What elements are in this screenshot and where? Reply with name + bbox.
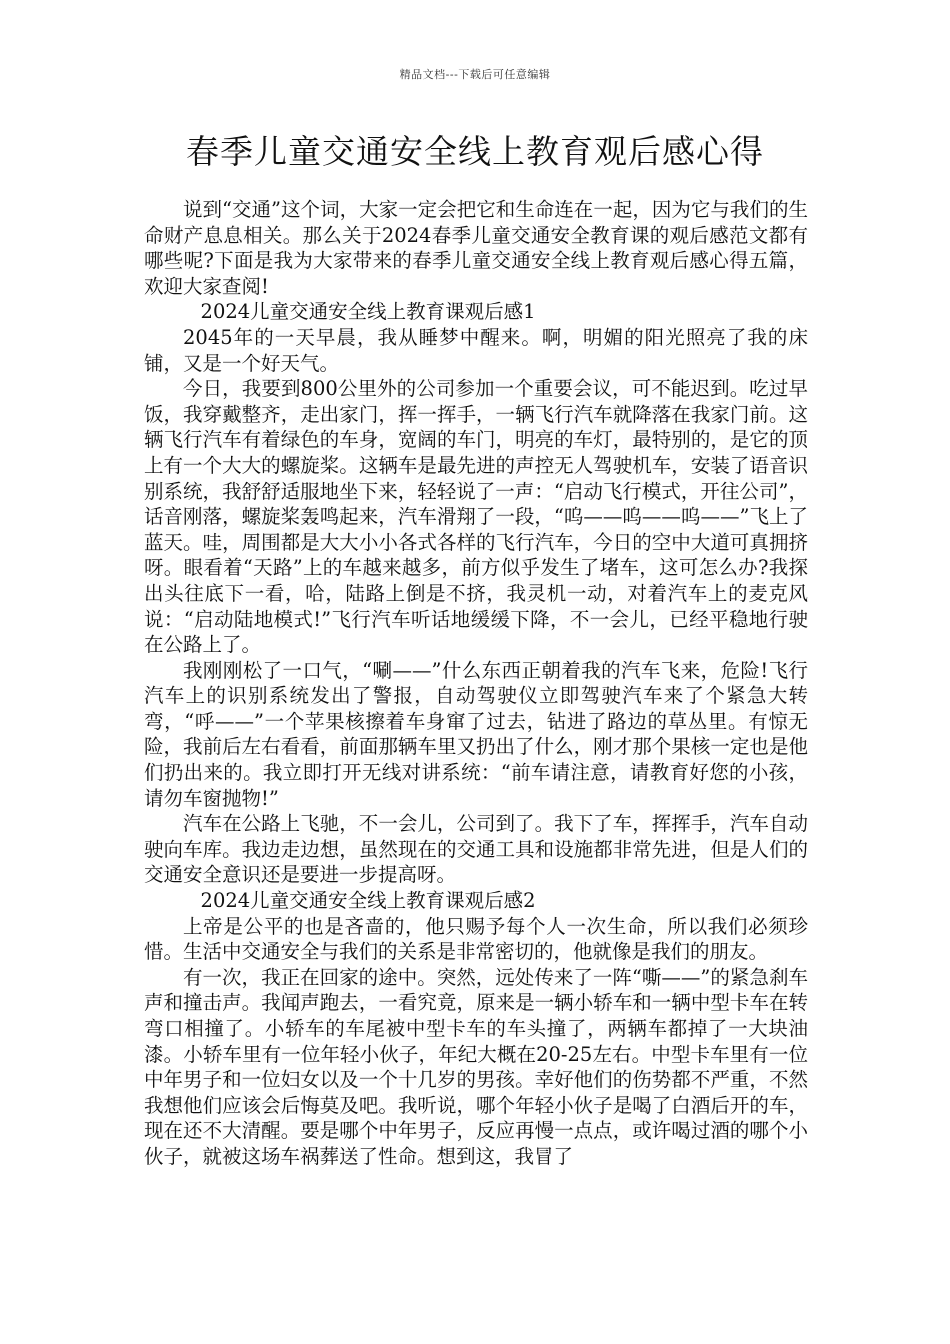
section-heading-2: 2024儿童交通安全线上教育课观后感2 (200, 889, 536, 913)
paragraph: 2045年的一天早晨，我从睡梦中醒来。啊，明媚的阳光照亮了我的床铺，又是一个好天气。 (144, 325, 808, 375)
paragraph: 有一次，我正在回家的途中。突然，远处传来了一阵“嘶——”的紧急刹车声和撞击声。我闻声跑去，一看究竟，原来是一辆小轿车和一辆中型卡车在转弯口相撞了。小轿车的车尾被中型卡车的车头撞了，两辆车都掉了一大块油漆。小轿车里有一位年轻小伙子，年纪大概在20-25左右。中型卡车里有一位中年男子和一位妇女以及一个十几岁的男孩。幸好他们的伤势都不严重，不然我想他们应该会后悔莫及吧。我听说，哪个年轻小伙子是喝了白酒后开的车，现在还不大清醒。要是哪个中年男子，反应再慢一点点，或许喝过酒的哪个小伙子，就被这场车祸葬送了性命。想到这，我冒了 (144, 965, 808, 1168)
paragraph: 我刚刚松了一口气，“唰——”什么东西正朝着我的汽车飞来，危险!飞行汽车上的识别系统发出了警报，自动驾驶仪立即驾驶汽车来了个紧急大转弯，“呼——”一个苹果核擦着车身窜了过去，钻进了路边的草丛里。有惊无险，我前后左右看看，前面那辆车里又扔出了什么，刚才那个果核一定也是他们扔出来的。我立即打开无线对讲系统：“前车请注意，请教育好您的小孩，请勿车窗抛物!” (144, 658, 808, 810)
section-heading-1: 2024儿童交通安全线上教育课观后感1 (200, 300, 536, 324)
paragraph: 今日，我要到800公里外的公司参加一个重要会议，可不能迟到。吃过早饭，我穿戴整齐，走出家门，挥一挥手，一辆飞行汽车就降落在我家门前。这辆飞行汽车有着绿色的车身，宽阔的车门，明亮的车灯，最特别的，是它的顶上有一个大大的螺旋桨。这辆车是最先进的声控无人驾驶机车，安装了语音识别系统，我舒舒适服地坐下来，轻轻说了一声：“启动飞行模式，开往公司”，话音刚落，螺旋桨轰鸣起来，汽车滑翔了一段，“呜——呜——呜——”飞上了蓝天。哇，周围都是大大小小各式各样的飞行汽车，今日的空中大道可真拥挤呀。眼看着“天路”上的车越来越多，前方似乎发生了堵车，这可怎么办?我探出头往底下一看，哈，陆路上倒是不挤，我灵机一动，对着汽车上的麦克风说：“启动陆地模式!”飞行汽车听话地缓缓下降，不一会儿，已经平稳地行驶在公路上了。 (144, 377, 808, 657)
page-header-note: 精品文档---下载后可任意编辑 (399, 68, 551, 81)
paragraph: 汽车在公路上飞驰，不一会儿，公司到了。我下了车，挥挥手，汽车自动驶向车库。我边走边想，虽然现在的交通工具和设施都非常先进，但是人们的交通安全意识还是要进一步提高呀。 (144, 812, 808, 887)
paragraph: 上帝是公平的也是吝啬的，他只赐予每个人一次生命，所以我们必须珍惜。生活中交通安全与我们的关系是非常密切的，他就像是我们的朋友。 (144, 914, 808, 964)
document-title: 春季儿童交通安全线上教育观后感心得 (186, 132, 764, 171)
document-body (144, 197, 808, 1170)
paragraph-intro: 说到“交通”这个词，大家一定会把它和生命连在一起，因为它与我们的生命财产息息相关。那么关于2024春季儿童交通安全教育课的观后感范文都有哪些呢?下面是我为大家带来的春季儿童交通安全线上教育观后感心得五篇，欢迎大家查阅! (144, 198, 808, 298)
